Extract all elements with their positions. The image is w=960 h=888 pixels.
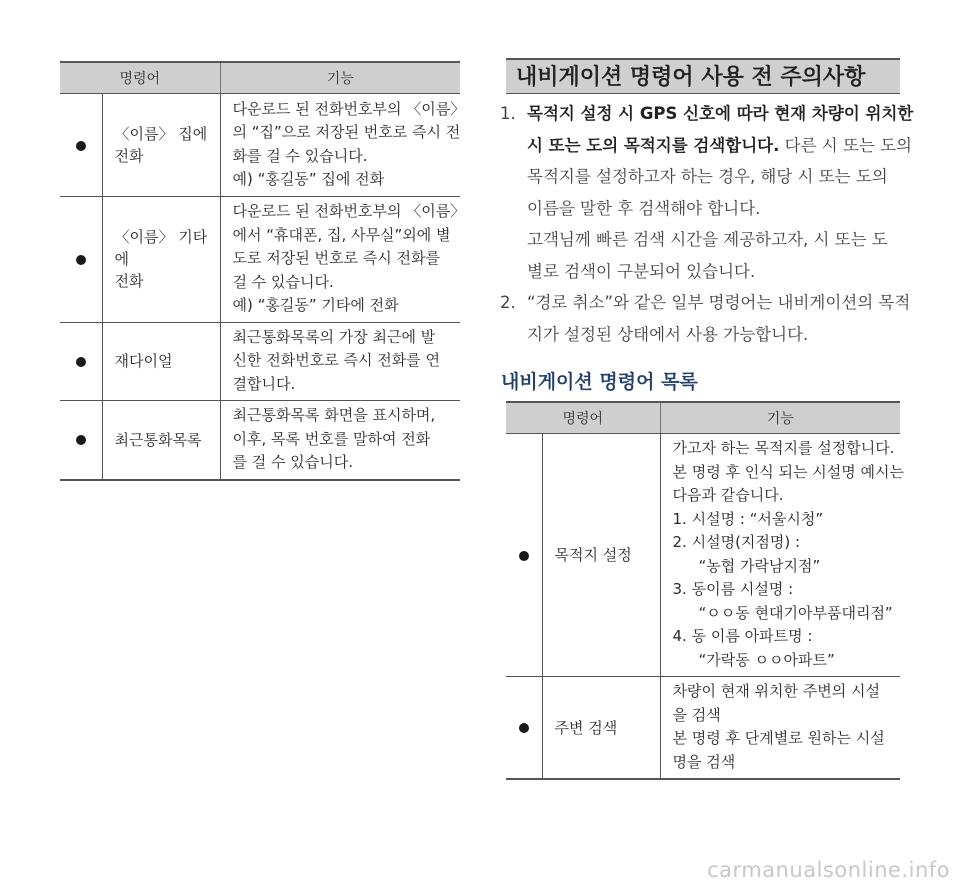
right-command-table (506, 401, 904, 780)
function-line: 신한 전화번호로 즉시 전화를 연 (232, 351, 440, 369)
left-row (60, 94, 460, 197)
command-name (102, 401, 220, 480)
left-header-command: 명령어 (60, 62, 220, 94)
command-name (102, 322, 220, 401)
note-item (500, 98, 914, 287)
command-function (220, 94, 466, 197)
function-line: “가락동 ㅇㅇ아파트” (698, 650, 835, 669)
command-name (542, 677, 660, 780)
function-line: 다운로드 된 전화번호부의 〈이름〉 (232, 99, 466, 118)
bullet-icon (519, 723, 529, 733)
function-line: 을 검색 (672, 705, 721, 724)
command-name (102, 94, 220, 197)
function-line: 명을 검색 (672, 752, 736, 771)
right-header-function: 기능 (660, 402, 900, 434)
command-name-line: 주변 검색 (554, 718, 618, 737)
function-line: 걸 수 있습니다. (232, 272, 334, 291)
bullet-cell (506, 677, 542, 780)
left-row (60, 197, 460, 323)
function-line: 본 명령 후 인식 되는 시설명 예시는 (672, 462, 904, 481)
bullet-icon (76, 357, 86, 367)
function-line: 예) “홍길동” 집에 전화 (232, 170, 385, 188)
command-function (660, 434, 904, 677)
command-name-line: 재다이얼 (114, 352, 173, 371)
bullet-cell (60, 197, 102, 323)
function-line: 3. 동이름 시설명 : (672, 580, 794, 598)
command-name-line: 전화 (114, 147, 144, 165)
command-name-line: 최근통화목록 (114, 430, 202, 449)
function-line: 가고자 하는 목적지를 설정합니다. (672, 439, 895, 457)
note-line: 고객님께 빠른 검색 시간을 제공하고자, 시 또는 도 (527, 230, 888, 249)
function-line: 4. 동 이름 아파트명 : (672, 627, 813, 645)
note-line: 지가 설정된 상태에서 사용 가능합니다. (527, 324, 809, 344)
list-heading: 내비게이션 명령어 목록 (501, 371, 698, 393)
note-line: 시 또는 도의 목적지를 검색합니다. 다른 시 또는 도의 (527, 135, 912, 155)
note-bold: 목적지 설정 시 GPS 신호에 따라 현재 차량이 위치한 (527, 104, 914, 123)
function-line: 를 걸 수 있습니다. (232, 453, 354, 471)
function-line: 1. 시설명 : “서울시청” (672, 509, 824, 528)
function-line: 다운로드 된 전화번호부의 〈이름〉 (232, 202, 466, 220)
note-number: 1. (500, 104, 516, 123)
function-line: 예) “홍길동” 기타에 전화 (232, 296, 399, 314)
right-row (506, 434, 900, 677)
function-line: 결합니다. (232, 374, 296, 393)
function-line: 이후, 목록 번호를 말하여 전화 (232, 429, 431, 448)
left-row (60, 401, 460, 480)
left-row (60, 322, 460, 401)
watermark: carmanualsonline.info (707, 858, 950, 882)
bullet-cell (60, 94, 102, 197)
function-line: 차량이 현재 위치한 주변의 시설 (672, 682, 880, 700)
bullet-icon (76, 141, 86, 151)
function-line: “농협 가락남지점” (698, 556, 821, 575)
command-name-line: 목적지 설정 (554, 546, 632, 564)
function-line: 최근통화목록의 가장 최근에 발 (232, 327, 436, 346)
command-name-line: 〈이름〉 기타에 (114, 228, 208, 269)
command-function (220, 322, 460, 401)
command-function (220, 197, 466, 323)
function-line: 다음과 같습니다. (672, 486, 784, 504)
notes-list (500, 98, 914, 350)
note-line: “경로 취소”와 같은 일부 명령어는 내비게이션의 목적 (527, 293, 911, 312)
left-command-table (60, 61, 466, 481)
function-line: 도로 저장된 번호로 즉시 전화를 (232, 249, 440, 267)
note-line (527, 98, 914, 130)
note-number: 2. (500, 293, 516, 312)
section-title: 내비게이션 명령어 사용 전 주의사항 (506, 58, 900, 94)
command-function (660, 677, 900, 780)
note-bold: 시 또는 도의 목적지를 검색합니다. (527, 135, 780, 155)
bullet-icon (76, 435, 86, 445)
note-item (500, 287, 911, 350)
note-line: 목적지를 설정하고자 하는 경우, 해당 시 또는 도의 (527, 167, 888, 186)
command-name (102, 197, 220, 323)
command-function (220, 401, 460, 480)
note-line: 별로 검색이 구분되어 있습니다. (527, 261, 756, 281)
function-line: 의 “집”으로 저장된 번호로 즉시 전 (232, 123, 461, 141)
command-name-line: 전화 (114, 272, 144, 291)
function-line: 본 명령 후 단계별로 원하는 시설 (672, 729, 885, 747)
right-header-command: 명령어 (506, 402, 660, 434)
bullet-cell (60, 322, 102, 401)
function-line: 2. 시설명(지점명) : (672, 533, 801, 551)
left-header-function: 기능 (220, 62, 460, 94)
function-line: 에서 “휴대폰, 집, 사무실”외에 별 (232, 225, 451, 244)
bullet-icon (519, 551, 529, 561)
note-line: 이름을 말한 후 검색해야 합니다. (527, 198, 761, 218)
bullet-cell (60, 401, 102, 480)
function-line: 화를 걸 수 있습니다. (232, 146, 368, 165)
bullet-cell (506, 434, 542, 677)
command-name (542, 434, 660, 677)
right-row (506, 677, 900, 780)
bullet-icon (76, 255, 86, 265)
function-line: “ㅇㅇ동 현대기아부품대리점” (698, 603, 893, 622)
function-line: 최근통화목록 화면을 표시하며, (232, 406, 436, 424)
command-name-line: 〈이름〉 집에 (114, 125, 208, 143)
